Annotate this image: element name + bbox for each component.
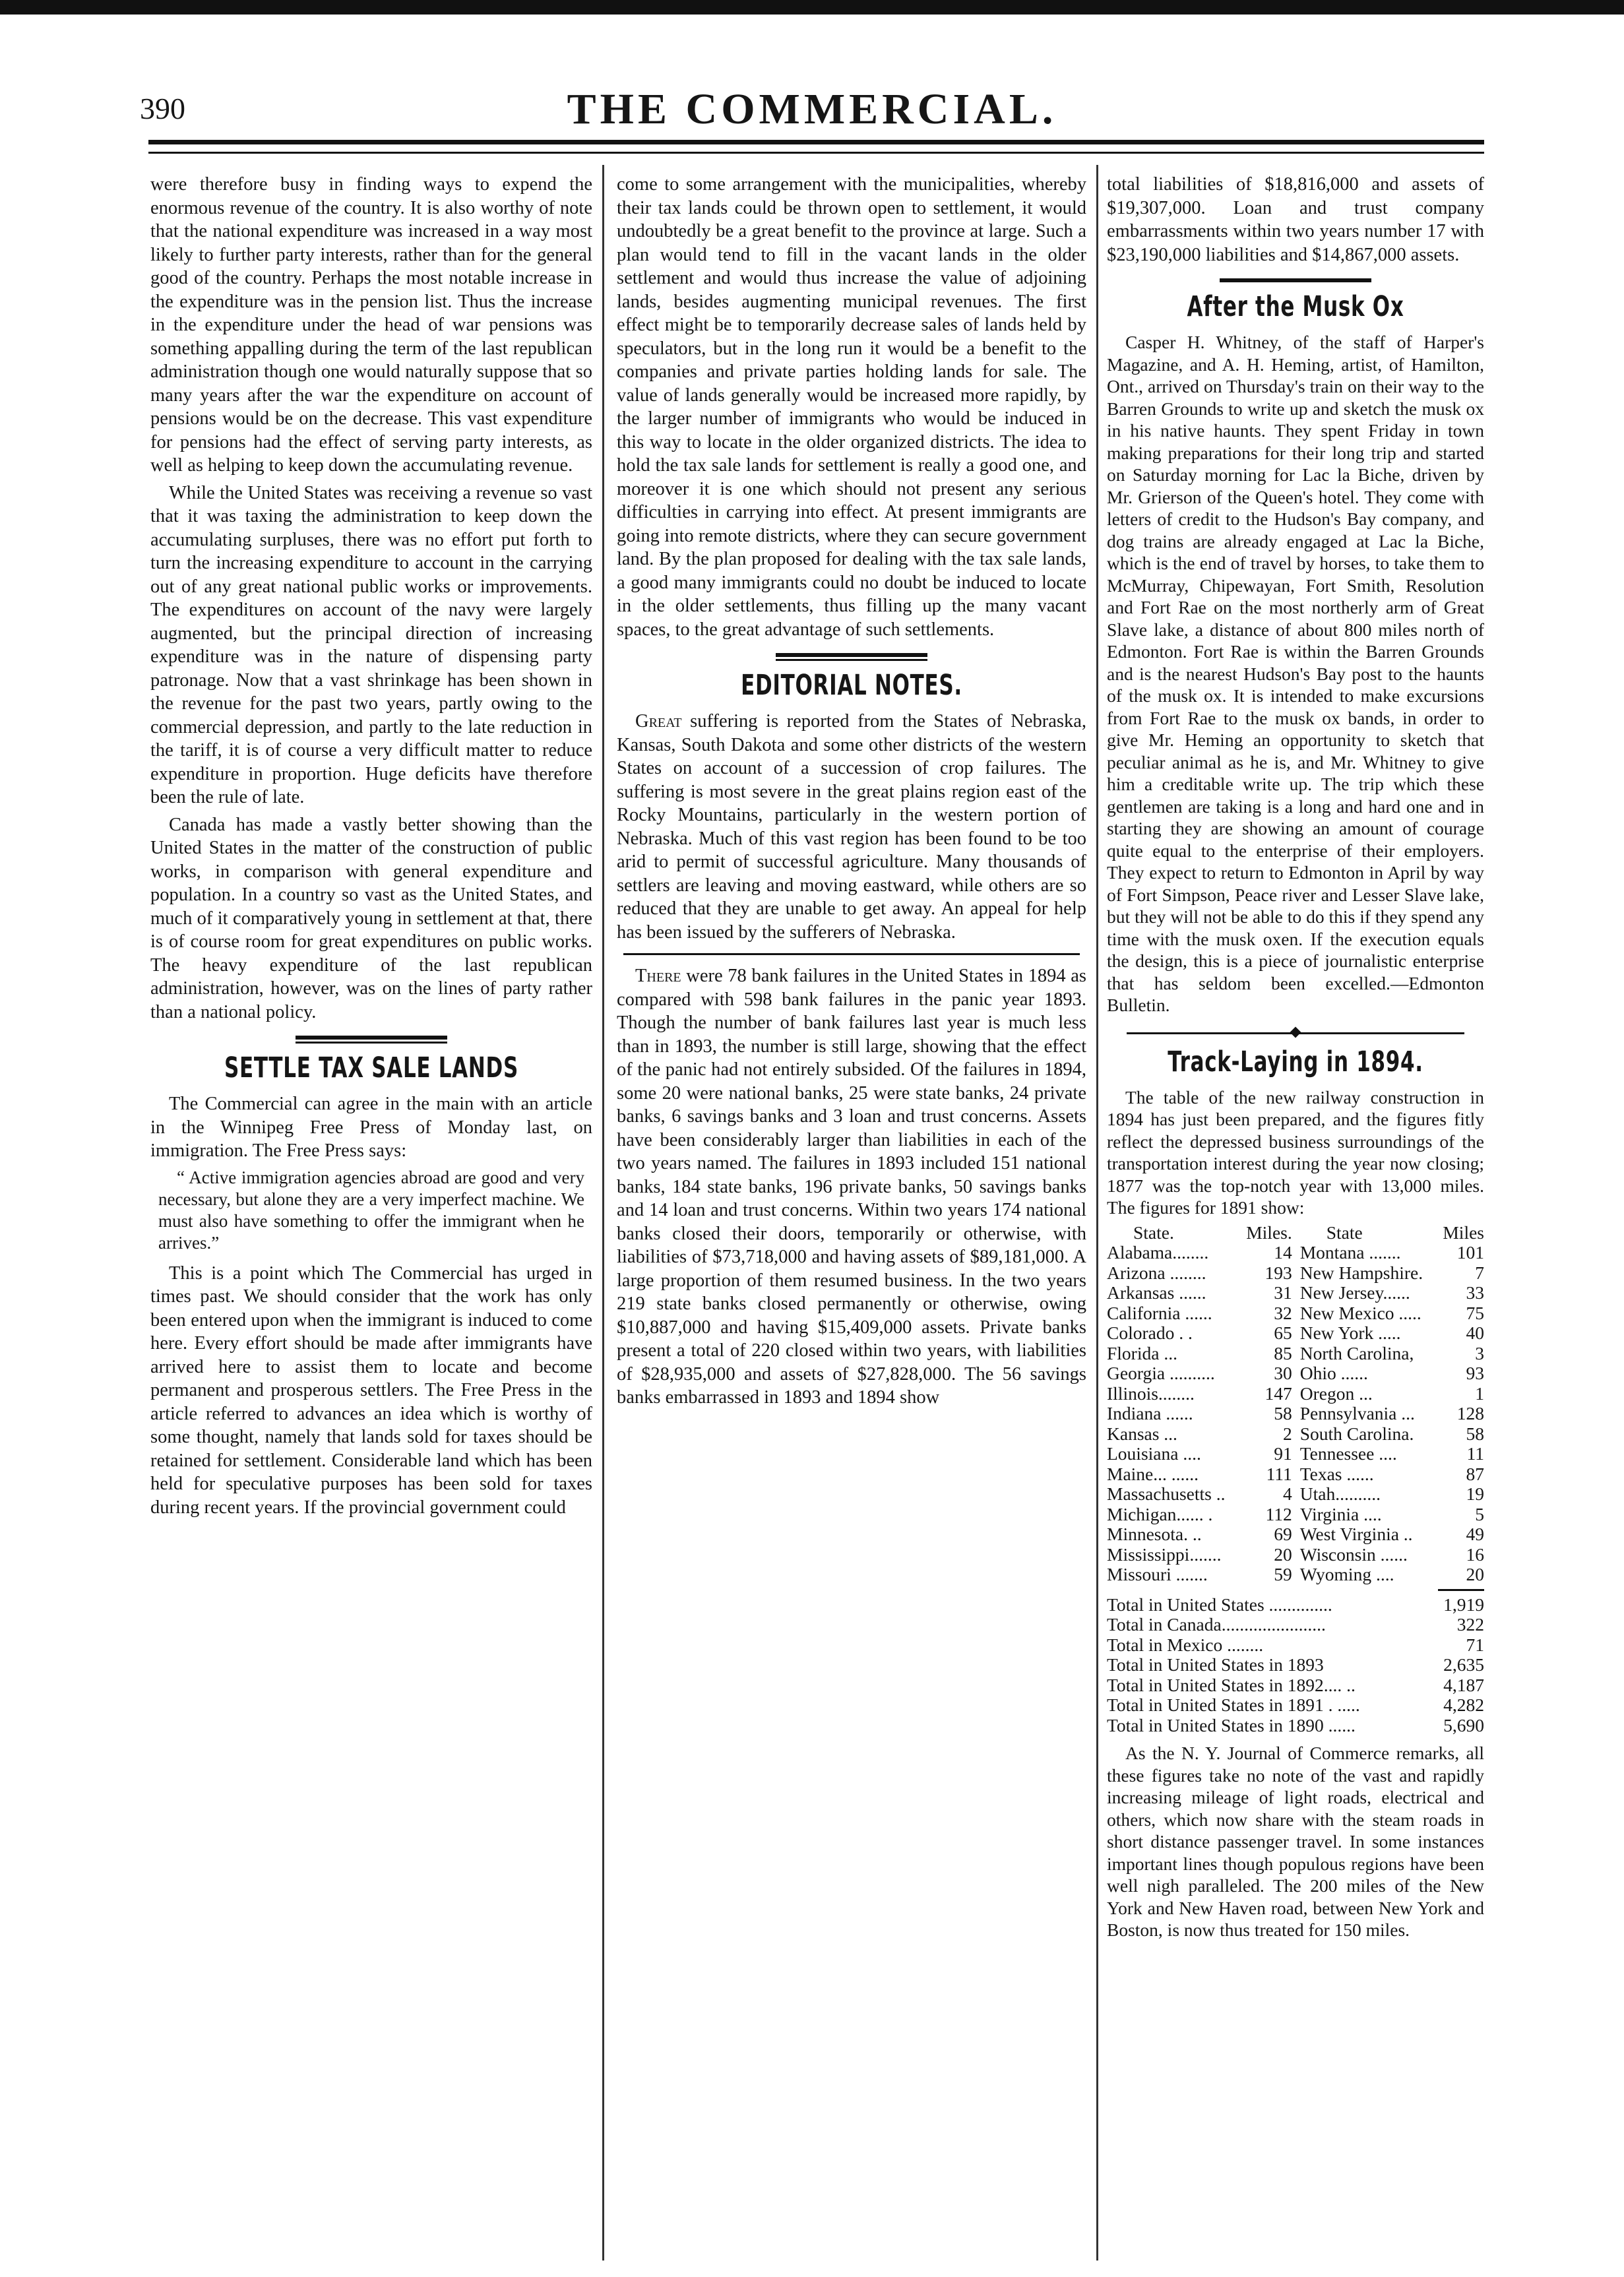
total-row [1107, 1716, 1484, 1736]
section-divider [1220, 278, 1371, 282]
table-row [1107, 1303, 1484, 1324]
state-miles: 69 [1274, 1524, 1292, 1544]
paragraph-initial: There [635, 966, 681, 986]
total-miles: 4,282 [1443, 1695, 1484, 1715]
state-miles: 40 [1466, 1323, 1484, 1343]
table-row [1107, 1524, 1484, 1545]
totals-table-body [1107, 1595, 1484, 1736]
state-name: South Carolina. [1299, 1423, 1414, 1444]
total-label: Total in United States in 1893 [1107, 1654, 1324, 1675]
table-row [1107, 1243, 1484, 1263]
state-name: Ohio ...... [1299, 1363, 1368, 1383]
state-name: Utah.......... [1299, 1483, 1381, 1504]
column-divider [1096, 165, 1098, 2261]
state-name: Alabama........ [1107, 1242, 1209, 1263]
state-name: New Mexico ..... [1299, 1302, 1421, 1323]
table-row [1107, 1484, 1484, 1505]
state-miles: 58 [1466, 1423, 1484, 1444]
table-row [1107, 1404, 1484, 1424]
state-miles: 3 [1475, 1342, 1484, 1363]
state-name: Illinois........ [1107, 1383, 1195, 1404]
state-miles: 93 [1466, 1363, 1484, 1383]
state-miles: 11 [1466, 1443, 1484, 1464]
section-divider [296, 1036, 447, 1044]
state-name: New York ..... [1299, 1323, 1401, 1343]
state-name: North Carolina, [1299, 1342, 1414, 1363]
state-name: Louisiana .... [1107, 1443, 1201, 1464]
total-label: Total in United States in 1891 . ..... [1107, 1695, 1360, 1715]
total-label: Total in United States in 1890 ...... [1107, 1714, 1356, 1735]
total-row [1107, 1635, 1484, 1656]
total-row [1107, 1655, 1484, 1675]
state-name: Texas ...... [1299, 1463, 1374, 1484]
state-miles: 19 [1466, 1483, 1484, 1504]
table-row [1107, 1464, 1484, 1485]
total-label: Total in Canada....................... [1107, 1614, 1326, 1635]
total-label: Total in United States .............. [1107, 1594, 1332, 1615]
track-laying-table [1107, 1223, 1484, 1585]
totals-table [1107, 1595, 1484, 1736]
column-header: State [1326, 1222, 1363, 1243]
state-miles: 101 [1456, 1242, 1484, 1263]
state-miles: 128 [1456, 1403, 1484, 1423]
table-row [1107, 1545, 1484, 1565]
page-number: 390 [140, 92, 185, 125]
state-name: Georgia .......... [1107, 1363, 1215, 1383]
column-1 [150, 173, 592, 2257]
state-name: Missouri ....... [1107, 1564, 1208, 1584]
state-miles: 49 [1466, 1524, 1484, 1544]
article-headline: After the Musk Ox [1187, 290, 1404, 323]
column-header: Miles [1443, 1222, 1484, 1243]
state-miles: 30 [1274, 1363, 1292, 1383]
state-name: Mississippi....... [1107, 1544, 1222, 1565]
article-paragraph: The Commercial can agree in the main with an article in the Winnipeg Free Press of Monday last, on immigration. The Free Press says: [150, 1094, 592, 1161]
article-headline: EDITORIAL NOTES. [741, 669, 962, 702]
article-paragraph [617, 710, 1086, 944]
state-miles: 59 [1274, 1564, 1292, 1584]
column-2 [617, 173, 1086, 2257]
state-name: Pennsylvania ... [1299, 1403, 1415, 1423]
masthead-rule-thick [148, 140, 1484, 144]
state-miles: 65 [1274, 1323, 1292, 1343]
total-miles: 71 [1466, 1634, 1484, 1655]
table-row [1107, 1424, 1484, 1445]
table-row [1107, 1384, 1484, 1404]
state-miles: 5 [1475, 1503, 1484, 1524]
article-paragraph: As the N. Y. Journal of Commerce remarks, all these figures take no note of the vast and rapidly increasing mileage of light roads, electrical and others, which now share with the steam roads in short distance passenger travel. In some instances important lines though populous regions have been well nigh paralleled. The 200 miles of the New York and New Haven road, between New York and Boston, is now thus treated for 150 miles. [1107, 1743, 1484, 1940]
state-miles: 1 [1475, 1383, 1484, 1404]
state-name: California ...... [1107, 1302, 1212, 1323]
state-name: Colorado . . [1107, 1323, 1193, 1343]
state-name: Indiana ...... [1107, 1403, 1193, 1423]
state-miles: 91 [1274, 1443, 1292, 1464]
article-paragraph: total liabilities of $18,816,000 and assets of $19,307,000. Loan and trust company embarrassments within two years number 17 with $23,190,000 liabilities and $14,867,000 assets. [1107, 174, 1484, 265]
diamond-divider [1127, 1028, 1464, 1038]
state-miles: 85 [1274, 1342, 1292, 1363]
section-divider [776, 653, 927, 661]
article-headline: SETTLE TAX SALE LANDS [224, 1051, 518, 1084]
total-label: Total in United States in 1892.... .. [1107, 1674, 1356, 1695]
article-paragraph: Casper H. Whitney, of the staff of Harper's Magazine, and A. H. Heming, artist, of Hamilton, Ont., arrived on Thursday's train on their way to the Barren Grounds to write up and sketch the musk ox in his native haunts. They spent Friday in town making preparations for their long trip and started on Saturday morning for Lac la Biche, driven by Mr. Grierson of the Queen's hotel. They come with letters of credit to the Hudson's Bay company, and dog trains are already engaged at Lac la Biche, which is the end of travel by horses, to take them to McMurray, Chipewayan, Fort Smith, Resolution and Fort Rae on the most northerly arm of Great Slave lake, a distance of about 800 miles north of Edmonton. Fort Rae is within the Barren Grounds and is the nearest Hudson's Bay post to the haunts of the musk ox. It is intended to make excursions from Fort Rae to the musk ox bands, in order to give Mr. Heming an opportunity to sketch that peculiar animal as he is, and Mr. Whitney to give him a creditable write up. The trip which these gentlemen are taking is a long and hard one and in starting they are showing an amount of courage quite equal to the enterprise of their employers. They expect to return to Edmonton in April by way of Fort Simpson, Peace river and Lesser Slave lake, but they will not be able to do this if they spend any time with the musk oxen. If the execution equals the design, this is a piece of journalistic enterprise that has seldom been excelled.—Edmonton Bulletin. [1107, 332, 1484, 1015]
state-name: Kansas ... [1107, 1423, 1177, 1444]
state-name: Minnesota. .. [1107, 1524, 1202, 1544]
table-row [1107, 1323, 1484, 1344]
state-miles: 31 [1274, 1282, 1292, 1303]
state-miles: 193 [1265, 1262, 1292, 1283]
total-miles: 1,919 [1443, 1594, 1484, 1615]
sum-rule [1438, 1589, 1484, 1591]
paragraph-text: suffering is reported from the States of Nebraska, Kansas, South Dakota and some other districts of the western States on account of a succession of crop failures. The suffering is most severe in the great plains region east of the Rocky Mountains, particularly in the western portion of Nebraska. Much of this vast region has been found to be too arid to permit of successful agriculture. Many thousands of settlers are leaving and moving eastward, while others are so reduced that they are unable to get away. An appeal for help has been issued by the sufferers of Nebraska. [617, 711, 1086, 943]
state-name: Wyoming .... [1299, 1564, 1394, 1584]
table-row [1107, 1565, 1484, 1585]
state-name: Arkansas ...... [1107, 1282, 1206, 1303]
total-row [1107, 1695, 1484, 1716]
state-name: Michigan...... . [1107, 1503, 1213, 1524]
top-edge-bar [0, 0, 1624, 15]
article-paragraph: Canada has made a vastly better showing than the United States in the matter of the construction of public works, in comparison with general expenditure and population. In a country so vast as the United States, and much of it comparatively young in settlement at that, there is of course room for great expenditures on public works. The heavy expenditure of the last republican administration, however, was on the lines of party rather than a national policy. [150, 814, 592, 1022]
state-name: Oregon ... [1299, 1383, 1373, 1404]
table-row [1107, 1263, 1484, 1284]
total-row [1107, 1675, 1484, 1696]
state-miles: 33 [1466, 1282, 1484, 1303]
total-miles: 5,690 [1443, 1714, 1484, 1735]
total-label: Total in Mexico ........ [1107, 1634, 1264, 1655]
masthead-title: THE COMMERCIAL. [567, 85, 1057, 133]
article-paragraph: While the United States was receiving a revenue so vast that it was taxing the administration to keep down the accumulating surpluses, there was no effort put forth to turn the increasing expenditure to account in the carrying out of any great national public works or improvements. The expenditures on account of the navy were largely augmented, but the principal direction of increasing expenditure was in the nature of dispensing party patronage. Now that a vast shrinkage has been shown in the revenue for the past two years, partly owing to the commercial depression, and partly to the late reduction in the tariff, it is of course a very difficult matter to reduce expenditure in proportion. Huge deficits have therefore been the rule of late. [150, 482, 592, 807]
state-miles: 4 [1282, 1483, 1292, 1504]
total-miles: 2,635 [1443, 1654, 1484, 1675]
state-name: West Virginia .. [1299, 1524, 1413, 1544]
state-name: Maine... ...... [1107, 1463, 1199, 1484]
state-miles: 16 [1466, 1544, 1484, 1565]
article-paragraph [617, 964, 1086, 1410]
column-divider [602, 165, 604, 2261]
paragraph-text: were 78 bank failures in the United States in 1894 as compared with 598 bank failures in the panic year 1893. Though the number of bank failures last year is much less than in 1893, the number is still large, showing that the effect of the panic had not entirely subsided. Of the failures in 1894, some 20 were national banks, 25 were state banks, 24 private banks, 6 savings banks and 3 loan and trust concerns. Assets have been considerably larger than liabilities in each of the two years named. The failures in 1893 included 151 national banks, 184 state banks, 196 private banks, 50 savings banks and 14 loan and trust concerns. Within two years 174 national banks closed their doors, temporarily or otherwise, with liabilities of $73,718,000 and having assets of $89,181,000. A large proportion of them resumed business. In the two years 219 state banks closed permanently or otherwise, owing $10,887,000 and having $15,409,000 assets. Private banks present a total of 220 closed within two years, with liabilities of $28,935,000 and assets of $27,828,000. The 56 savings banks embarrassed in 1893 and 1894 show [617, 966, 1086, 1408]
state-name: New Jersey...... [1299, 1282, 1410, 1303]
table-row [1107, 1283, 1484, 1303]
total-row [1107, 1615, 1484, 1635]
state-miles: 58 [1274, 1403, 1292, 1423]
article-headline: Track-Laying in 1894. [1168, 1045, 1423, 1078]
state-miles: 75 [1466, 1302, 1484, 1323]
track-table-body [1107, 1243, 1484, 1585]
column-header: State. [1133, 1222, 1174, 1243]
state-miles: 20 [1274, 1544, 1292, 1565]
state-miles: 112 [1265, 1503, 1292, 1524]
state-miles: 147 [1265, 1383, 1292, 1404]
article-paragraph: This is a point which The Commercial has urged in times past. We should consider that the work has only been entered upon when the immigrant is induced to come here. Every effort should be made after immigrants have arrived here to assist them to locate and become permanent and prosperous settlers. The Free Press in the article referred to advances an idea which is worthy of some thought, namely that lands sold for taxes should be retained for settlement. Considerable land which has been held for speculative purposes has been sold for taxes during recent years. If the provincial government could [150, 1263, 592, 1518]
table-header-row [1107, 1223, 1484, 1243]
table-row [1107, 1344, 1484, 1364]
state-miles: 14 [1274, 1242, 1292, 1263]
state-name: Massachusetts .. [1107, 1483, 1226, 1504]
column-header: Miles. [1246, 1222, 1292, 1243]
state-name: Wisconsin ...... [1299, 1544, 1408, 1565]
state-name: Virginia .... [1299, 1503, 1382, 1524]
column-3 [1107, 173, 1484, 2257]
table-row [1107, 1363, 1484, 1384]
state-miles: 32 [1274, 1302, 1292, 1323]
state-name: Montana ....... [1299, 1242, 1401, 1263]
state-miles: 20 [1466, 1564, 1484, 1584]
article-paragraph: The table of the new railway construction in 1894 has just been prepared, and the figures fitly reflect the depressed business surroundings of the transportation interest during the year now closing; 1877 was the top-notch year with 13,000 miles. The figures for 1891 show: [1107, 1086, 1484, 1218]
article-paragraph: come to some arrangement with the municipalities, whereby their tax lands could be thrown open to settlement, it would undoubtedly be a great benefit to the province at large. Such a plan would tend to fill in the vacant lands in the older settlement and would thus increase the value of adjoining lands, besides augmenting municipal revenues. The first effect might be to temporarily decrease sales of lands held by speculators, but in the long run it would be a benefit to the companies and private parties holding lands for sale. The value of lands generally would be increased more rapidly, by the larger number of immigrants who would be induced in this way to locate in the older organized districts. The idea to hold the tax sale lands for settlement is really a good one, and moreover it is one which should not present any serious difficulties in carrying into effect. At present immigrants are going into remote districts, where they can secure government land. By the plan proposed for dealing with the tax sale lands, a good many immigrants could no doubt be induced to locate in the older settlements, thus filling up the many vacant spaces, to the great advantage of such settlements. [617, 174, 1086, 640]
state-miles: 2 [1282, 1423, 1292, 1444]
state-name: Florida ... [1107, 1342, 1177, 1363]
table-row [1107, 1444, 1484, 1464]
masthead-rule-thin [148, 152, 1484, 154]
article-paragraph: were therefore busy in finding ways to expend the enormous revenue of the country. It is also worthy of note that the national expenditure was increased in a way most likely to further party interests, rather than for the general good of the country. Perhaps the most notable increase in the expenditure was in the pension list. Thus the increase in the expenditure under the head of war pensions was something appalling during the term of the last republican administration though one would naturally suppose that so many years after the war the expenditure on account of pensions would be on the decrease. This vast expenditure for pensions had the effect of serving party interests, as well as helping to keep down the accumulating revenue. [150, 174, 592, 476]
paragraph-initial: Great [635, 711, 682, 732]
state-name: New Hampshire. [1299, 1262, 1423, 1283]
state-miles: 7 [1475, 1262, 1484, 1283]
total-miles: 4,187 [1443, 1674, 1484, 1695]
note-separator [623, 953, 1080, 955]
state-name: Tennessee .... [1299, 1443, 1397, 1464]
state-name: Arizona ........ [1107, 1262, 1206, 1283]
total-miles: 322 [1456, 1614, 1484, 1635]
table-row [1107, 1505, 1484, 1525]
quoted-passage: “ Active immigration agencies abroad are good and very necessary, but alone they are a very imperfect machine. We must also have something to offer the immigrant when he arrives.” [158, 1167, 584, 1253]
state-miles: 87 [1466, 1463, 1484, 1484]
state-miles: 111 [1266, 1463, 1292, 1484]
total-row [1107, 1595, 1484, 1615]
